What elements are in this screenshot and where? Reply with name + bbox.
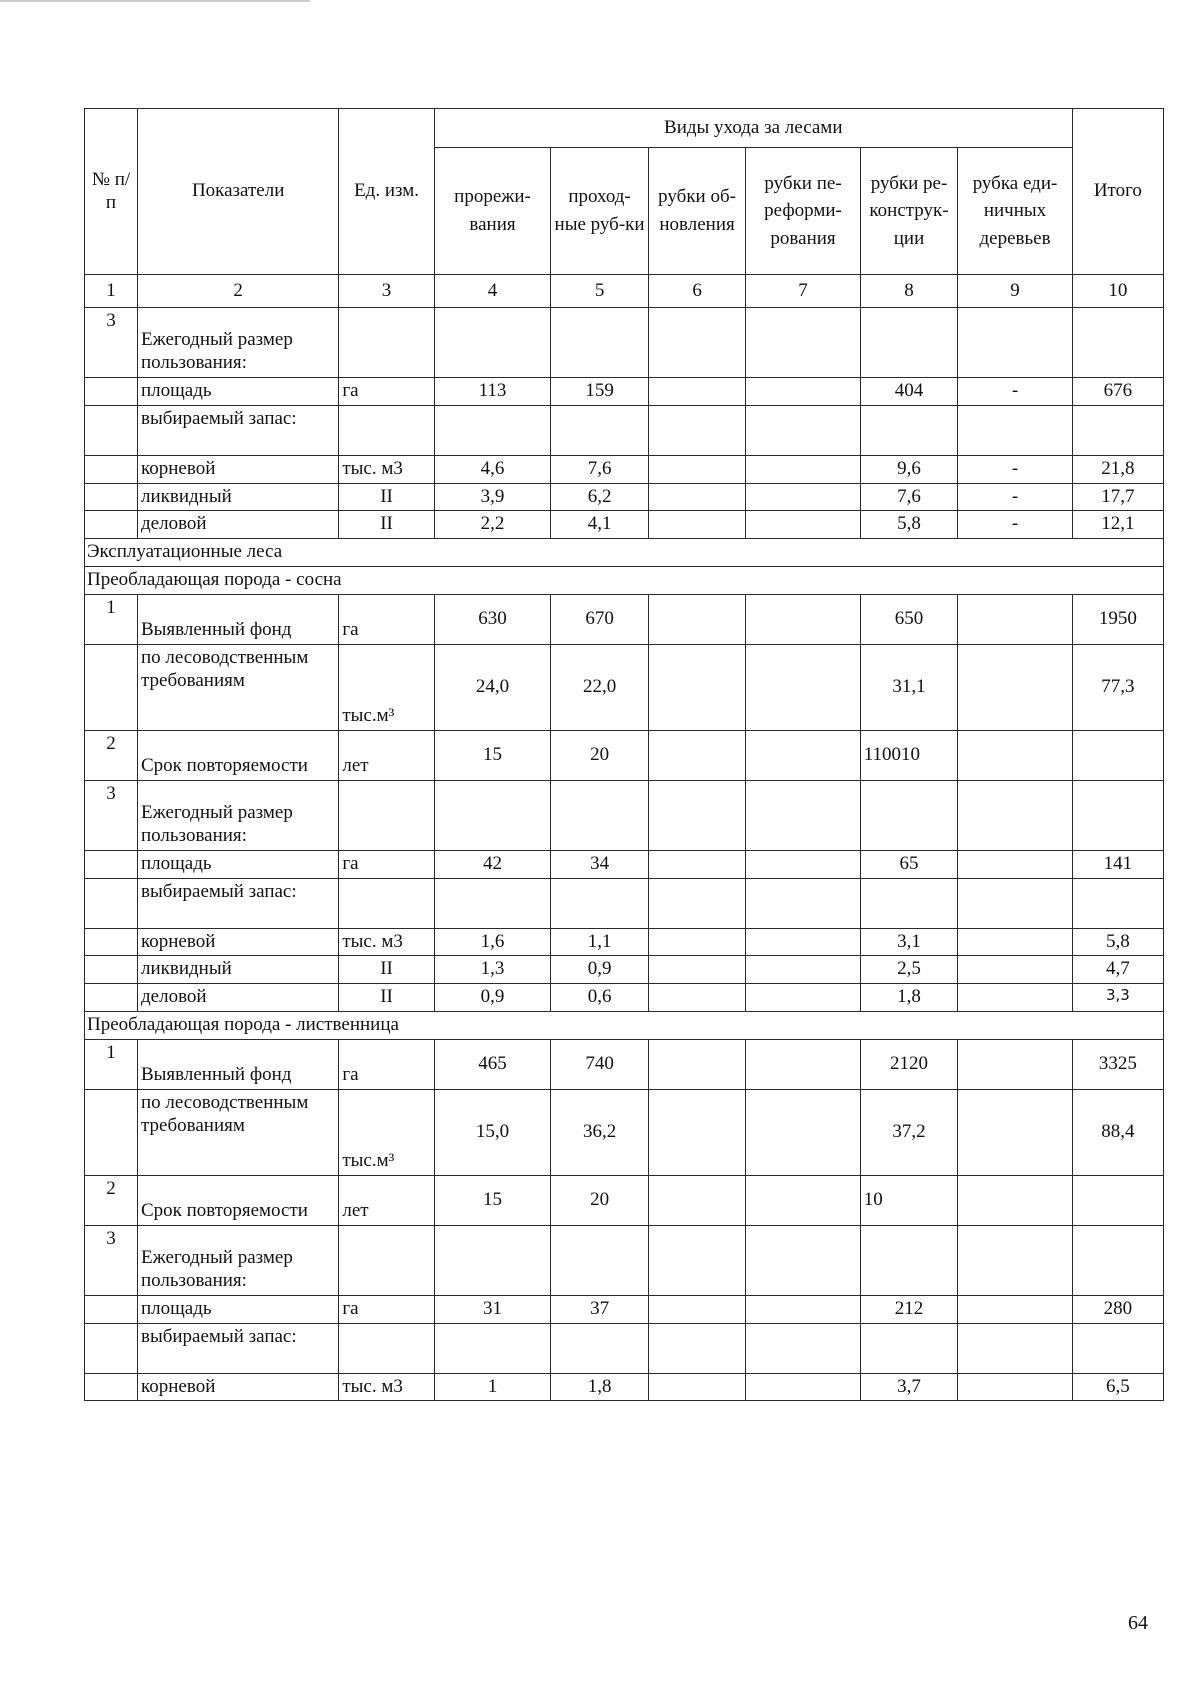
cell-value: 0,9 — [434, 984, 551, 1012]
cell-value: 31,1 — [860, 644, 958, 730]
cell-value: 36,2 — [551, 1089, 649, 1175]
table-row — [85, 1373, 1164, 1401]
row-number: 1 — [85, 594, 138, 644]
cell-value: 17,7 — [1072, 483, 1163, 511]
row-unit: II — [339, 511, 434, 539]
header-col-passage: проход-ные руб-ки — [551, 148, 649, 275]
row-unit: лет — [339, 730, 434, 780]
cell-value: 31 — [434, 1295, 551, 1323]
cell-value — [648, 730, 746, 780]
cell-value: 1950 — [1072, 594, 1163, 644]
row-label: выбираемый запас: — [137, 405, 338, 455]
col-number: 6 — [648, 275, 746, 308]
section-title: Преобладающая порода - сосна — [85, 566, 1164, 594]
row-number: 1 — [85, 1039, 138, 1089]
cell-value — [648, 984, 746, 1012]
cell-value — [746, 644, 860, 730]
row-label: деловой — [137, 984, 338, 1012]
row-label: Выявленный фонд — [137, 594, 338, 644]
cell-value: 1,1 — [551, 928, 649, 956]
cell-value: 280 — [1072, 1295, 1163, 1323]
cell-value: 0,6 — [551, 984, 649, 1012]
cell-value — [648, 594, 746, 644]
row-unit: II — [339, 956, 434, 984]
cell-value — [746, 1295, 860, 1323]
cell-value: 404 — [860, 378, 958, 406]
cell-value — [958, 644, 1073, 730]
cell-value: 65 — [860, 850, 958, 878]
cell-value — [958, 984, 1073, 1012]
header-col-renewal: рубки об-новления — [648, 148, 746, 275]
cell-value: 1 — [434, 1373, 551, 1401]
cell-value — [648, 483, 746, 511]
cell-value — [958, 730, 1073, 780]
cell-value: 12,1 — [1072, 511, 1163, 539]
row-label: корневой — [137, 455, 338, 483]
cell-value: 3,7 — [860, 1373, 958, 1401]
cell-value: 465 — [434, 1039, 551, 1089]
table-row — [85, 1295, 1164, 1323]
table-row — [85, 1089, 1164, 1175]
cell-value — [648, 455, 746, 483]
cell-value — [746, 730, 860, 780]
cell-value — [746, 511, 860, 539]
cell-value: 4,1 — [551, 511, 649, 539]
cell-value: 1,6 — [434, 928, 551, 956]
header-group: Виды ухода за лесами — [434, 109, 1072, 148]
row-label: ликвидный — [137, 956, 338, 984]
cell-value: 88,4 — [1072, 1089, 1163, 1175]
col-number: 7 — [746, 275, 860, 308]
cell-value — [1072, 1175, 1163, 1225]
cell-value — [746, 850, 860, 878]
forest-care-table — [84, 108, 1164, 1401]
cell-value: 24,0 — [434, 644, 551, 730]
row-label: корневой — [137, 928, 338, 956]
row-unit: II — [339, 483, 434, 511]
section-title: Эксплуатационные леса — [85, 539, 1164, 567]
table-row — [85, 594, 1164, 644]
row-label: выбираемый запас: — [137, 878, 338, 928]
cell-value — [648, 956, 746, 984]
row-unit: тыс.м³ — [339, 644, 434, 730]
cell-value: 7,6 — [551, 455, 649, 483]
cell-value — [958, 1089, 1073, 1175]
cell-value — [648, 1373, 746, 1401]
header-col-reconstruction: рубки ре-конструк-ции — [860, 148, 958, 275]
cell-value — [648, 644, 746, 730]
cell-value — [746, 1039, 860, 1089]
cell-value: 2,2 — [434, 511, 551, 539]
cell-value — [958, 594, 1073, 644]
col-number: 8 — [860, 275, 958, 308]
header-col-thinning: прорежи-вания — [434, 148, 551, 275]
cell-value: 2,5 — [860, 956, 958, 984]
row-number: 3 — [85, 780, 138, 850]
cell-value — [648, 850, 746, 878]
cell-value: 77,3 — [1072, 644, 1163, 730]
cell-value — [746, 1373, 860, 1401]
row-label: корневой — [137, 1373, 338, 1401]
section-title: Преобладающая порода - лиственница — [85, 1011, 1164, 1039]
col-number: 4 — [434, 275, 551, 308]
row-label: по лесоводственным требованиям — [137, 644, 338, 730]
row-number: 3 — [85, 308, 138, 378]
column-numbers-row — [85, 275, 1164, 308]
row-label: по лесоводственным требованиям — [137, 1089, 338, 1175]
header-no: № п/п — [85, 109, 138, 275]
cell-value — [746, 1089, 860, 1175]
cell-value — [648, 1295, 746, 1323]
header-indicators: Показатели — [137, 109, 338, 275]
table-row — [85, 956, 1164, 984]
cell-value — [746, 455, 860, 483]
cell-value: 6,2 — [551, 483, 649, 511]
row-label: Срок повторяемости — [137, 1175, 338, 1225]
row-label: Ежегодный размер пользования: — [137, 780, 338, 850]
section-row-exploit — [85, 539, 1164, 567]
table-row — [85, 511, 1164, 539]
row-unit: га — [339, 594, 434, 644]
table-row — [85, 378, 1164, 406]
cell-value: 10 — [860, 1175, 958, 1225]
table-row — [85, 878, 1164, 928]
cell-value: 3,3 — [1072, 984, 1163, 1012]
cell-value: 37,2 — [860, 1089, 958, 1175]
table-row — [85, 455, 1164, 483]
row-unit: тыс. м3 — [339, 1373, 434, 1401]
header-col-single-trees: рубка еди-ничных деревьев — [958, 148, 1073, 275]
cell-value — [648, 1175, 746, 1225]
row-number: 2 — [85, 730, 138, 780]
header-total: Итого — [1072, 109, 1163, 275]
cell-value — [648, 511, 746, 539]
section-row-larch — [85, 1011, 1164, 1039]
header-row-main — [85, 109, 1164, 148]
table-row — [85, 928, 1164, 956]
col-number: 10 — [1072, 275, 1163, 308]
section-row-pine — [85, 566, 1164, 594]
row-label: Срок повторяемости — [137, 730, 338, 780]
cell-value — [958, 956, 1073, 984]
table-row — [85, 405, 1164, 455]
cell-value: 15,0 — [434, 1089, 551, 1175]
cell-value: - — [958, 378, 1073, 406]
row-unit: тыс. м3 — [339, 928, 434, 956]
cell-value: 212 — [860, 1295, 958, 1323]
cell-value: 2120 — [860, 1039, 958, 1089]
row-label: выбираемый запас: — [137, 1323, 338, 1373]
cell-value: 670 — [551, 594, 649, 644]
cell-value: 1,8 — [551, 1373, 649, 1401]
cell-value: 1,3 — [434, 956, 551, 984]
row-number: 2 — [85, 1175, 138, 1225]
table-row — [85, 308, 1164, 378]
cell-value: 3,9 — [434, 483, 551, 511]
cell-value — [958, 850, 1073, 878]
cell-value: 141 — [1072, 850, 1163, 878]
cell-value — [746, 378, 860, 406]
cell-value — [648, 928, 746, 956]
table-row — [85, 850, 1164, 878]
cell-value — [648, 1039, 746, 1089]
row-number: 3 — [85, 1225, 138, 1295]
cell-value: 21,8 — [1072, 455, 1163, 483]
table-row — [85, 644, 1164, 730]
cell-value: 15 — [434, 730, 551, 780]
cell-value — [746, 483, 860, 511]
cell-value — [746, 984, 860, 1012]
cell-value: 5,8 — [860, 511, 958, 539]
row-label: деловой — [137, 511, 338, 539]
row-label: Выявленный фонд — [137, 1039, 338, 1089]
table-row — [85, 1039, 1164, 1089]
cell-value: - — [958, 455, 1073, 483]
row-unit: га — [339, 850, 434, 878]
row-label: Ежегодный размер пользования: — [137, 1225, 338, 1295]
cell-value: 159 — [551, 378, 649, 406]
cell-value — [648, 378, 746, 406]
cell-value: 630 — [434, 594, 551, 644]
cell-value — [958, 928, 1073, 956]
table-row — [85, 1323, 1164, 1373]
cell-value — [648, 1089, 746, 1175]
col-number: 2 — [137, 275, 338, 308]
cell-value: 9,6 — [860, 455, 958, 483]
cell-value: 4,7 — [1072, 956, 1163, 984]
row-label: площадь — [137, 378, 338, 406]
cell-value — [958, 1175, 1073, 1225]
cell-value: 3325 — [1072, 1039, 1163, 1089]
page-number: 64 — [1128, 1612, 1148, 1634]
cell-value: 6,5 — [1072, 1373, 1163, 1401]
row-unit: га — [339, 1295, 434, 1323]
cell-value: 113 — [434, 378, 551, 406]
cell-value — [958, 1373, 1073, 1401]
table-row — [85, 780, 1164, 850]
cell-value: 110010 — [860, 730, 958, 780]
cell-value — [746, 928, 860, 956]
cell-value: 0,9 — [551, 956, 649, 984]
cell-value: - — [958, 511, 1073, 539]
row-label: площадь — [137, 1295, 338, 1323]
table-row — [85, 730, 1164, 780]
cell-value: 740 — [551, 1039, 649, 1089]
cell-value: 7,6 — [860, 483, 958, 511]
header-unit: Ед. изм. — [339, 109, 434, 275]
header-col-reform: рубки пе-реформи-рования — [746, 148, 860, 275]
cell-value: 34 — [551, 850, 649, 878]
cell-value: 22,0 — [551, 644, 649, 730]
cell-value — [1072, 730, 1163, 780]
row-unit: тыс. м3 — [339, 455, 434, 483]
cell-value — [958, 1295, 1073, 1323]
row-label: Ежегодный размер пользования: — [137, 308, 338, 378]
cell-value: 650 — [860, 594, 958, 644]
cell-value: 3,1 — [860, 928, 958, 956]
row-unit: II — [339, 984, 434, 1012]
cell-value — [746, 956, 860, 984]
cell-value: 20 — [551, 730, 649, 780]
table-row — [85, 984, 1164, 1012]
row-unit: тыс.м³ — [339, 1089, 434, 1175]
table-row — [85, 1225, 1164, 1295]
col-number: 9 — [958, 275, 1073, 308]
cell-value: 42 — [434, 850, 551, 878]
cell-value — [746, 1175, 860, 1225]
cell-value: 4,6 — [434, 455, 551, 483]
row-label: площадь — [137, 850, 338, 878]
cell-value: 1,8 — [860, 984, 958, 1012]
cell-value: - — [958, 483, 1073, 511]
row-unit: га — [339, 1039, 434, 1089]
cell-value: 20 — [551, 1175, 649, 1225]
cell-value: 37 — [551, 1295, 649, 1323]
cell-value — [746, 594, 860, 644]
cell-value: 5,8 — [1072, 928, 1163, 956]
scan-edge-line — [0, 0, 310, 2]
cell-value — [958, 1039, 1073, 1089]
cell-value: 15 — [434, 1175, 551, 1225]
row-unit: га — [339, 378, 434, 406]
cell-value: 676 — [1072, 378, 1163, 406]
row-label: ликвидный — [137, 483, 338, 511]
row-unit: лет — [339, 1175, 434, 1225]
col-number: 5 — [551, 275, 649, 308]
col-number: 1 — [85, 275, 138, 308]
table-row — [85, 1175, 1164, 1225]
col-number: 3 — [339, 275, 434, 308]
table-row — [85, 483, 1164, 511]
